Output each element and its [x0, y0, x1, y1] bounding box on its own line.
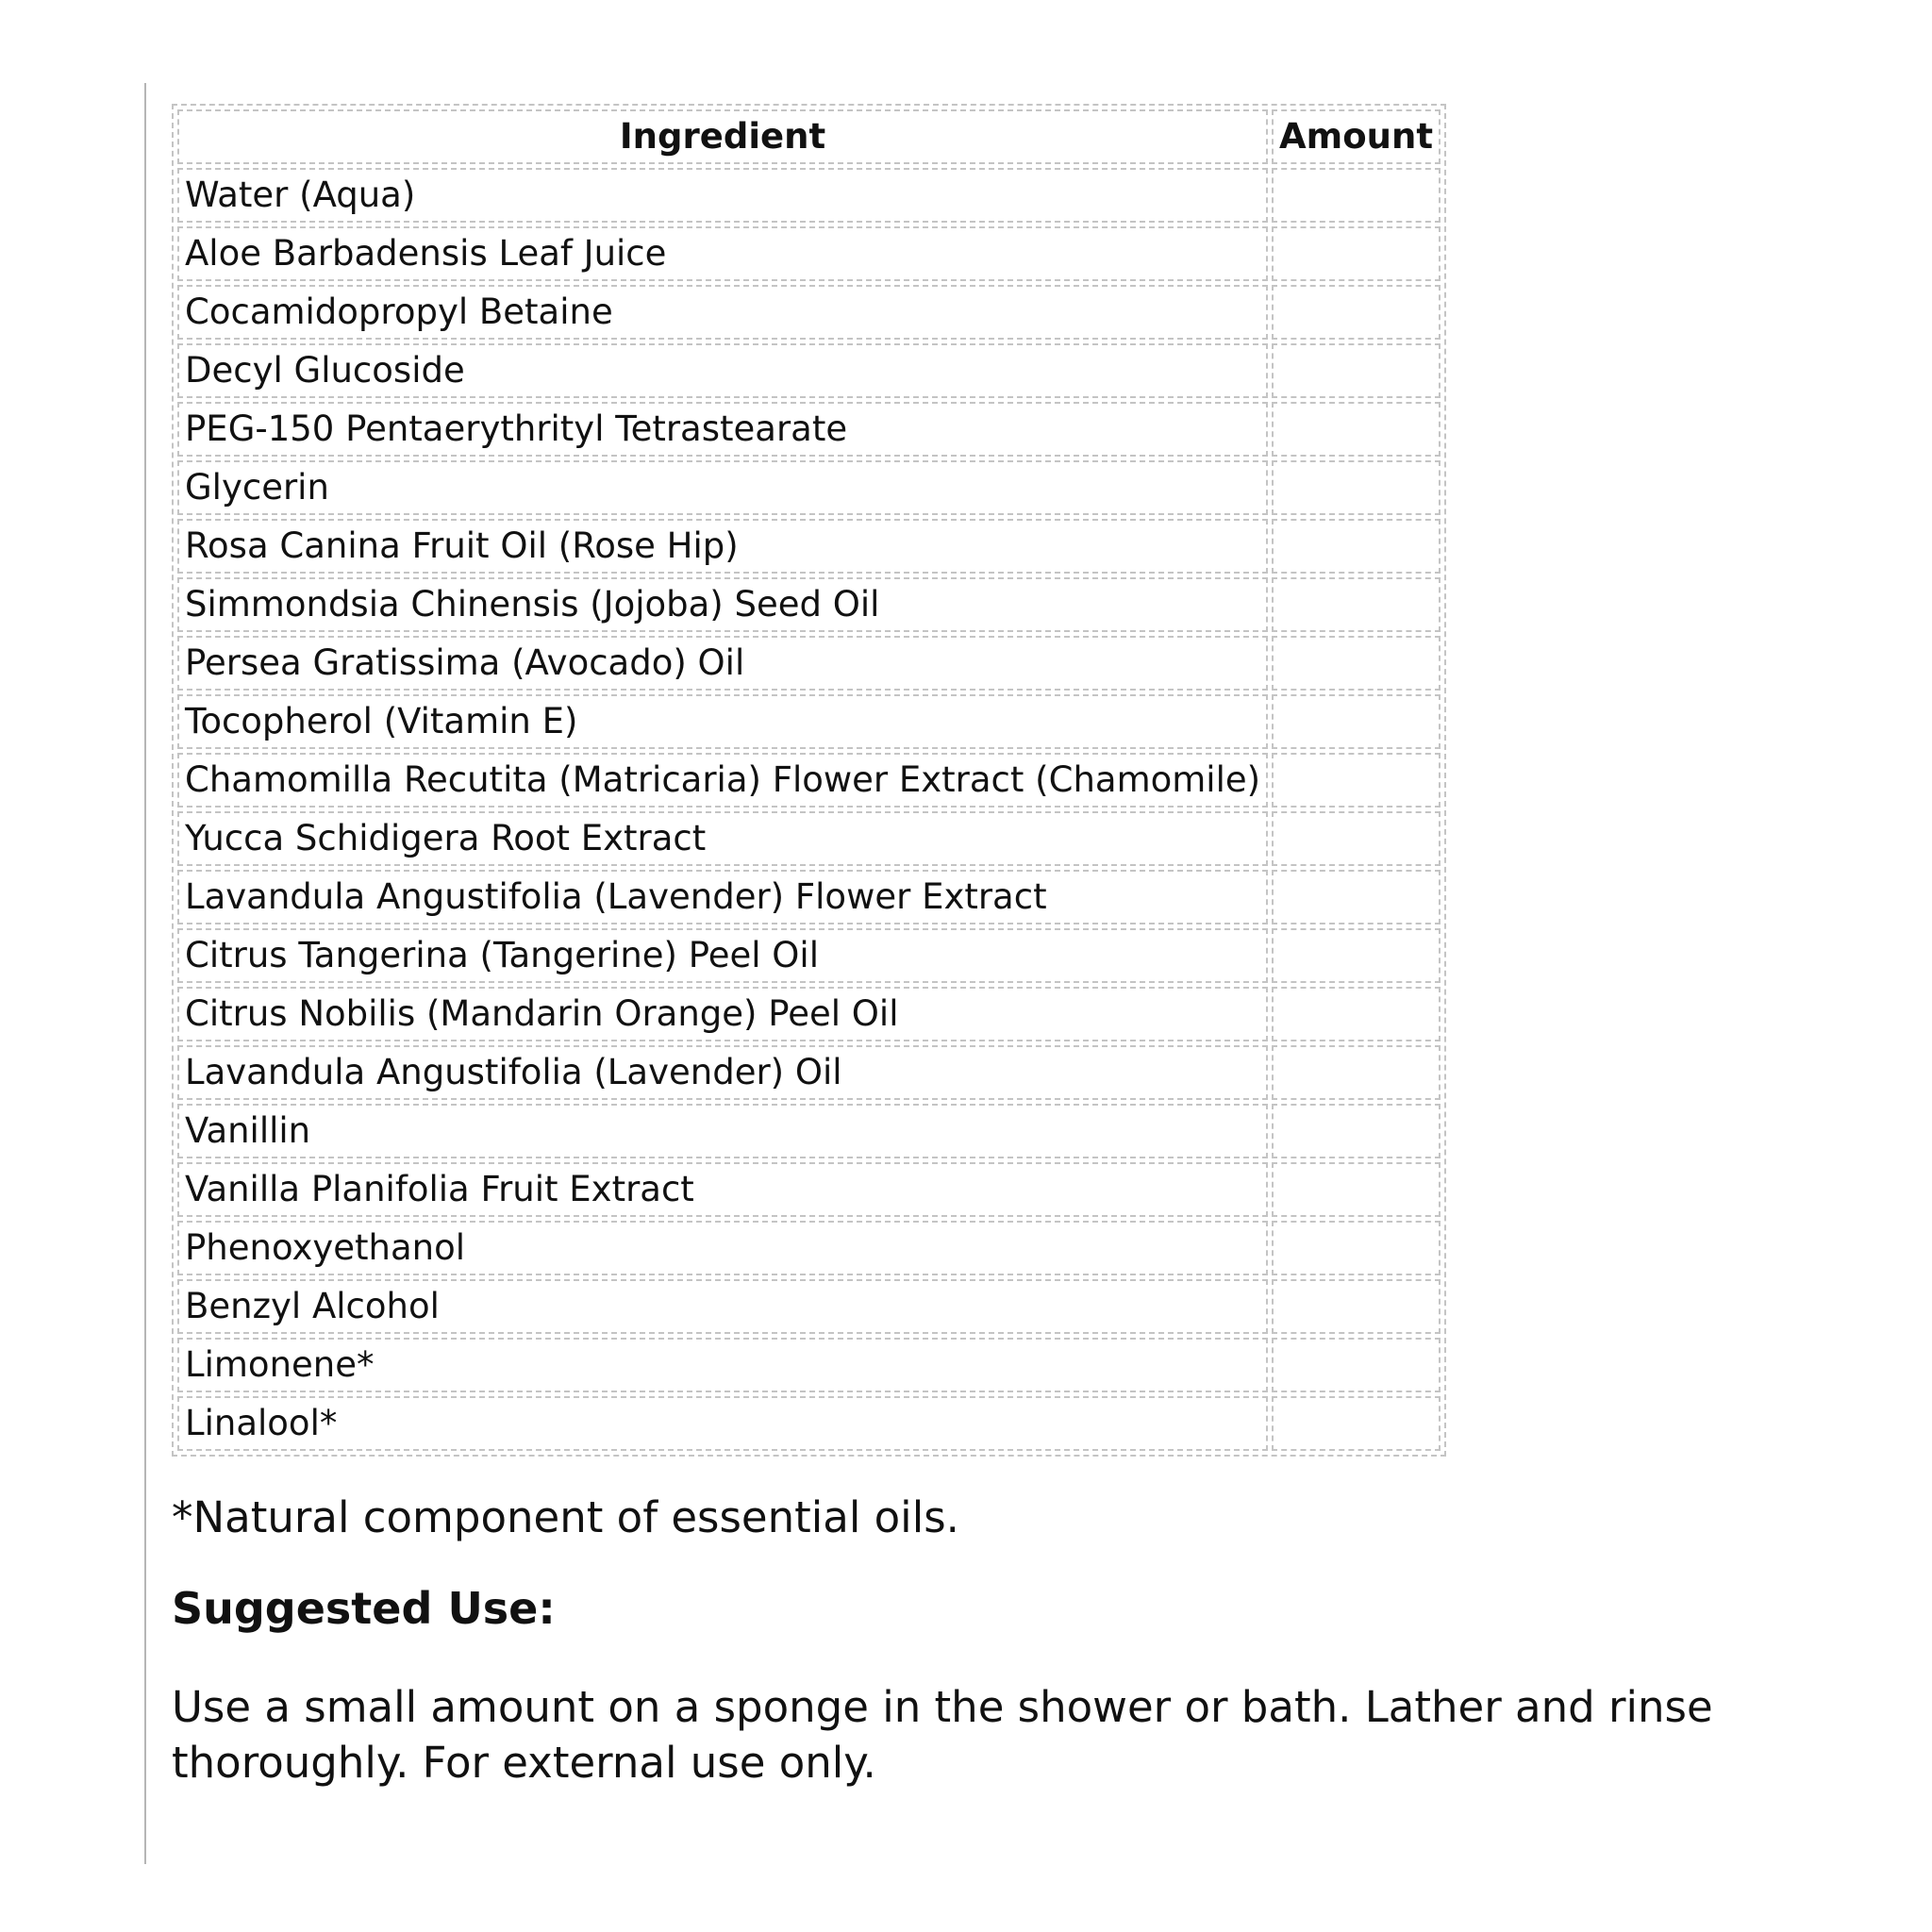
- ingredient-amount-cell: [1272, 811, 1441, 866]
- ingredient-name-cell: Citrus Nobilis (Mandarin Orange) Peel Oil: [177, 987, 1268, 1041]
- left-border-rule: [144, 83, 146, 1864]
- ingredient-amount-cell: [1272, 1396, 1441, 1451]
- table-row: [177, 928, 1441, 983]
- ingredient-name-cell: Citrus Tangerina (Tangerine) Peel Oil: [177, 928, 1268, 983]
- amount-column-header: Amount: [1272, 109, 1441, 164]
- ingredient-amount-cell: [1272, 285, 1441, 340]
- ingredient-column-header: Ingredient: [177, 109, 1268, 164]
- table-row: [177, 1221, 1441, 1275]
- table-row: [177, 1338, 1441, 1392]
- table-row: [177, 811, 1441, 866]
- ingredient-name-cell: Decyl Glucoside: [177, 343, 1268, 398]
- ingredient-name-cell: Benzyl Alcohol: [177, 1279, 1268, 1334]
- table-row: [177, 577, 1441, 632]
- ingredient-amount-cell: [1272, 694, 1441, 749]
- ingredient-name-cell: Rosa Canina Fruit Oil (Rose Hip): [177, 519, 1268, 574]
- ingredient-amount-cell: [1272, 460, 1441, 515]
- table-row: [177, 1279, 1441, 1334]
- table-row: [177, 168, 1441, 223]
- table-row: [177, 753, 1441, 808]
- ingredient-name-cell: Linalool*: [177, 1396, 1268, 1451]
- table-row: [177, 1396, 1441, 1451]
- ingredient-name-cell: Persea Gratissima (Avocado) Oil: [177, 636, 1268, 691]
- ingredient-amount-cell: [1272, 753, 1441, 808]
- ingredient-name-cell: Vanilla Planifolia Fruit Extract: [177, 1162, 1268, 1217]
- table-row: [177, 226, 1441, 281]
- ingredients-table-body: [177, 168, 1441, 1451]
- ingredient-name-cell: Vanillin: [177, 1104, 1268, 1158]
- table-row: [177, 460, 1441, 515]
- ingredient-name-cell: Yucca Schidigera Root Extract: [177, 811, 1268, 866]
- ingredient-amount-cell: [1272, 519, 1441, 574]
- ingredient-name-cell: Phenoxyethanol: [177, 1221, 1268, 1275]
- ingredient-name-cell: Water (Aqua): [177, 168, 1268, 223]
- ingredient-name-cell: Lavandula Angustifolia (Lavender) Oil: [177, 1045, 1268, 1100]
- table-row: [177, 1045, 1441, 1100]
- footnote: *Natural component of essential oils.: [172, 1492, 959, 1542]
- ingredient-name-cell: Cocamidopropyl Betaine: [177, 285, 1268, 340]
- table-row: [177, 343, 1441, 398]
- ingredient-amount-cell: [1272, 226, 1441, 281]
- ingredient-name-cell: Limonene*: [177, 1338, 1268, 1392]
- ingredient-amount-cell: [1272, 402, 1441, 457]
- ingredient-amount-cell: [1272, 1338, 1441, 1392]
- ingredient-amount-cell: [1272, 636, 1441, 691]
- ingredient-name-cell: Chamomilla Recutita (Matricaria) Flower Extract (Chamomile): [177, 753, 1268, 808]
- table-header-row: [177, 109, 1441, 164]
- ingredient-amount-cell: [1272, 168, 1441, 223]
- ingredient-name-cell: Glycerin: [177, 460, 1268, 515]
- ingredient-amount-cell: [1272, 343, 1441, 398]
- ingredient-name-cell: Tocopherol (Vitamin E): [177, 694, 1268, 749]
- ingredient-name-cell: Lavandula Angustifolia (Lavender) Flower Extract: [177, 870, 1268, 924]
- table-row: [177, 987, 1441, 1041]
- table-row: [177, 402, 1441, 457]
- ingredient-amount-cell: [1272, 1279, 1441, 1334]
- ingredients-table: [172, 104, 1446, 1457]
- table-row: [177, 694, 1441, 749]
- ingredient-name-cell: PEG-150 Pentaerythrityl Tetrastearate: [177, 402, 1268, 457]
- ingredient-amount-cell: [1272, 987, 1441, 1041]
- ingredient-amount-cell: [1272, 577, 1441, 632]
- table-row: [177, 636, 1441, 691]
- suggested-use-heading: Suggested Use:: [172, 1583, 556, 1634]
- table-row: [177, 1162, 1441, 1217]
- table-row: [177, 1104, 1441, 1158]
- ingredient-name-cell: Simmondsia Chinensis (Jojoba) Seed Oil: [177, 577, 1268, 632]
- table-row: [177, 285, 1441, 340]
- ingredient-amount-cell: [1272, 928, 1441, 983]
- table-row: [177, 519, 1441, 574]
- suggested-use-text: Use a small amount on a sponge in the shower or bath. Lather and rinse thoroughly. For external use only.: [172, 1682, 1713, 1788]
- ingredient-amount-cell: [1272, 1104, 1441, 1158]
- ingredient-name-cell: Aloe Barbadensis Leaf Juice: [177, 226, 1268, 281]
- ingredient-amount-cell: [1272, 870, 1441, 924]
- table-row: [177, 870, 1441, 924]
- product-info-content: [172, 104, 1813, 1790]
- ingredient-amount-cell: [1272, 1045, 1441, 1100]
- ingredient-amount-cell: [1272, 1162, 1441, 1217]
- ingredient-amount-cell: [1272, 1221, 1441, 1275]
